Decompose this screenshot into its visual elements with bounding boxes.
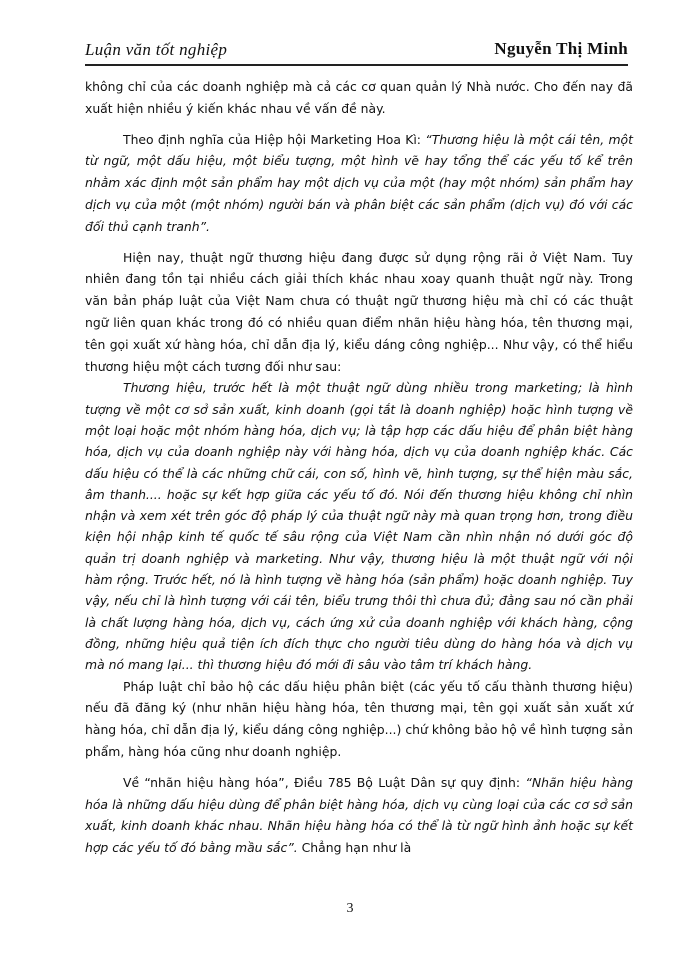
definition-lead: Theo định nghĩa của Hiệp hội Marketing Hoa Kì:	[123, 131, 426, 147]
paragraph-legal-protection: Pháp luật chỉ bảo hộ các dấu hiệu phân biệt (các yếu tố cấu thành thương hiệu) nếu đã đăng ký (như nhãn hiệu hàng hóa, tên thương mại, tên gọi xuất sản xuất xứ hàng hóa, chỉ dẫn địa lý, kiểu dáng công nghiệp...) chứ không bảo hộ về hình tượng sản phẩm, hàng hóa cũng như doanh nghiệp.	[85, 678, 633, 759]
document-body	[85, 76, 633, 868]
paragraph-definition	[85, 129, 633, 238]
header-author-name: Nguyễn Thị Minh	[494, 39, 628, 58]
page-header	[85, 40, 628, 66]
definition-quote: “Thương hiệu là một cái tên, một từ ngữ, một dấu hiệu, một biểu tượng, một hình vẽ hay tổng thể các yếu tố kể trên nhằm xác định một sản phẩm hay một dịch vụ của một (hay một nhóm) sản phẩm hay dịch vụ của một (một nhóm) người bán và phân biệt các sản phẩm (dịch vụ) đó với các đối thủ cạnh tranh”.	[85, 131, 633, 234]
paragraph-trademark-definition	[85, 772, 633, 859]
paragraph-continuation: không chỉ của các doanh nghiệp mà cả các cơ quan quản lý Nhà nước. Cho đến nay đã xuất hiện nhiều ý kiến khác nhau về vấn đề này.	[85, 79, 633, 116]
paragraph-usage-in-vietnam: Hiện nay, thuật ngữ thương hiệu đang được sử dụng rộng rãi ở Việt Nam. Tuy nhiên đang tồn tại nhiều cách giải thích khác nhau xoay quanh thuật ngữ này. Trong văn bản pháp luật của Việt Nam chưa có thuật ngữ thương hiệu mà chỉ có các thuật ngữ liên quan khác trong đó có nhiều quan điểm nhãn hiệu hàng hóa, tên thương mại, tên gọi xuất xứ hàng hóa, chỉ dẫn địa lý, kiểu dáng công nghiệp... Như vậy, có thể hiểu thương hiệu một cách tương đối như sau:	[85, 249, 633, 374]
page-number: 3	[346, 901, 354, 916]
trademark-lead: Về “nhãn hiệu hàng hóa”, Điều 785 Bộ Luật Dân sự quy định:	[123, 774, 526, 790]
trademark-tail: Chẳng hạn như là	[297, 840, 412, 856]
header-thesis-title: Luận văn tốt nghiệp	[85, 40, 228, 59]
trademark-quote: “Nhãn hiệu hàng hóa là những dấu hiệu dùng để phân biệt hàng hóa, dịch vụ cùng loại của các cơ sở sản xuất, kinh doanh khác nhau. Nhãn hiệu hàng hóa có thể là từ ngữ hình ảnh hoặc sự kết hợp các yếu tố đó bằng mầu sắc”.	[85, 774, 633, 856]
paragraph-brand-explanation: Thương hiệu, trước hết là một thuật ngữ dùng nhiều trong marketing; là hình tượng về một cơ sở sản xuất, kinh doanh (gọi tắt là doanh nghiệp) hoặc hình tượng về một loại hoặc một nhóm hàng hóa, dịch vụ; là tập hợp các dấu hiệu để phân biệt hàng hóa, dịch vụ của doanh nghiệp này với hàng hóa, dịch vụ của doanh nghiệp khác. Các dấu hiệu có thể là các những chữ cái, con số, hình vẽ, hình tượng, sự thể hiện màu sắc, âm thanh.... hoặc sự kết hợp giữa các yếu tố đó. Nói đến thương hiệu không chỉ nhìn nhận và xem xét trên góc độ pháp lý của thuật ngữ này mà quan trọng hơn, trong điều kiện hội nhập kinh tế quốc tế sâu rộng của Việt Nam cần nhìn nhận nó dưới góc độ quản trị doanh nghiệp và marketing. Như vậy, thương hiệu là một thuật ngữ với nội hàm rộng. Trước hết, nó là hình tượng về hàng hóa (sản phẩm) hoặc doanh nghiệp. Tuy vậy, nếu chỉ là hình tượng với cái tên, biểu trưng thôi thì chưa đủ; đằng sau nó cần phải là chất lượng hàng hóa, dịch vụ, cách ứng xử của doanh nghiệp với khách hàng, cộng đồng, những hiệu quả tiện ích đích thực cho người tiêu dùng do hàng hóa và dịch vụ mà nó mang lại... thì thương hiệu đó mới đi sâu vào tâm trí khách hàng.	[85, 380, 633, 673]
